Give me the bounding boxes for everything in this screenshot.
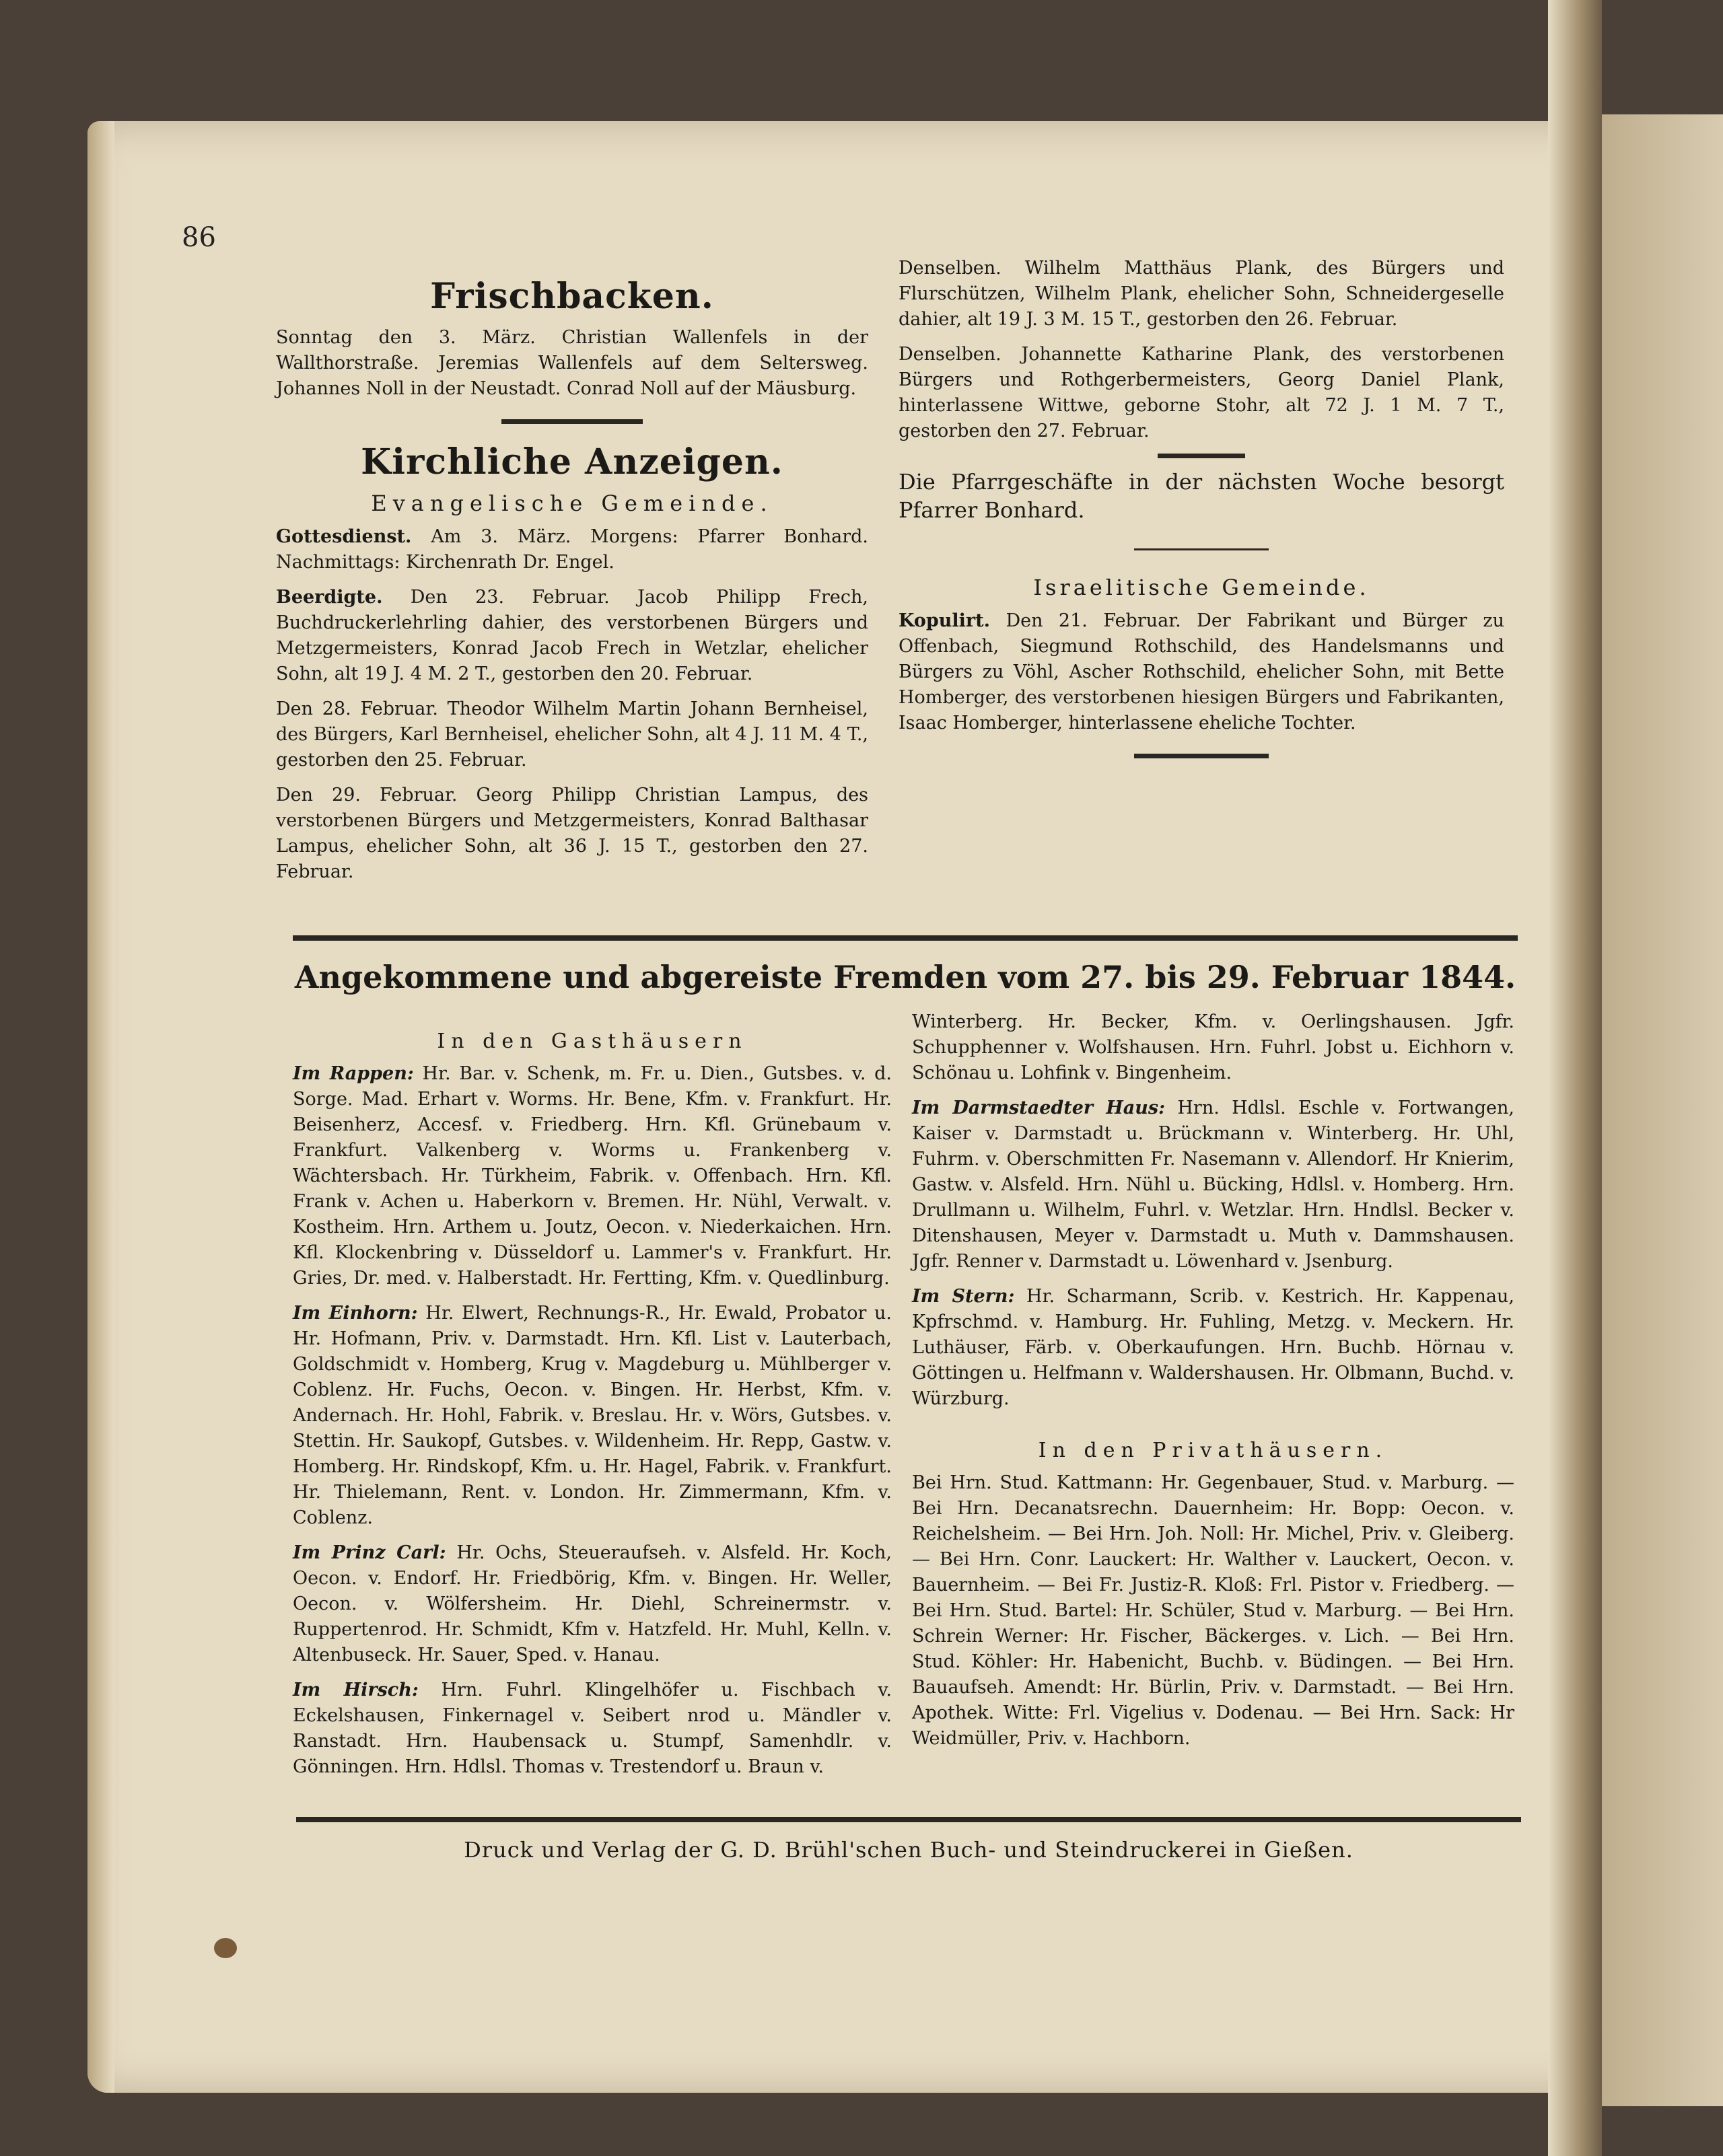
einhorn-paragraph [293, 1301, 892, 1531]
denselben-plank-johannette: Denselben. Johannette Katharine Plank, des verstorbenen Bürgers und Rothgerbermeisters, Georg Daniel Plank, hinterlassene Wittwe, geborne Stohr, alt 72 J. 1 M. 7 T., gestorben den 27. Februar. [899, 344, 1504, 441]
hirsch-text: Hrn. Fuhrl. Klingelhöfer u. Fischbach v. Eckelshausen, Finkernagel v. Seibert nrod u. Mändler v. Ranstadt. Hrn. Haubensack u. Stumpf, Samenhdlr. v. Gönningen. Hrn. Hdlsl. Thomas v. Trestendorf u. Braun v. [293, 1680, 892, 1777]
kopulirt-text: Den 21. Februar. Der Fabrikant und Bürger zu Offenbach, Siegmund Rothschild, des Handelsmanns und Bürgers zu Vöhl, Ascher Rothschild, ehelicher Sohn, mit Bette Homberger, des verstorbenen hiesigen Bürgers und Fabrikanten, Isaac Homberger, hinterlassene eheliche Tochter. [899, 610, 1504, 733]
privat-text: Bei Hrn. Stud. Kattmann: Hr. Gegenbauer, Stud. v. Marburg. — Bei Hrn. Decanatsrechn. Dauernheim: Hr. Bopp: Oecon. v. Reichelsheim. — Bei Hrn. Joh. Noll: Hr. Michel, Priv. v. Gleiberg. — Bei Hrn. Conr. Lauckert: Hr. Walther v. Lauckert, Oecon. v. Bauernheim. — Bei Fr. Justiz-R. Kloß: Frl. Pistor v. Friedberg. — Bei Hrn. Stud. Bartel: Hr. Schüler, Stud v. Marburg. — Bei Hrn. Schrein Werner: Hr. Fischer, Bäckerges. v. Lich. — Bei Hrn. Stud. Köhler: Hr. Habenicht, Buchb. v. Büdingen. — Bei Hrn. Bauaufseh. Amendt: Hr. Bürlin, Priv. v. Darmstadt. — Bei Hrn. Apothek. Witte: Frl. Vigelius v. Dodenau. — Bei Hrn. Sack: Hr Weidmüller, Priv. v. Hachborn. [912, 1472, 1514, 1749]
rappen-paragraph [293, 1061, 892, 1291]
israelitische-heading: Israelitische Gemeinde. [1033, 575, 1370, 600]
rappen-text: Hr. Bar. v. Schenk, m. Fr. u. Dien., Gutsbes. v. d. Sorge. Mad. Erhart v. Worms. Hr. Bene, Kfm. v. Frankfurt. Hr. Beisenherz, Accesf. v. Friedberg. Hrn. Kfl. Grünebaum v. Frankfurt. Valkenberg v. Worms u. Frankenberg v. Wächtersbach. Hr. Türkheim, Fabrik. v. Offenbach. Hrn. Kfl. Frank v. Achen u. Haberkorn v. Bremen. Hr. Nühl, Verwalt. v. Kostheim. Hrn. Arthem u. Joutz, Oecon. v. Niederkaichen. Hrn. Kfl. Klockenbring v. Düsseldorf u. Lammer's v. Frankfurt. Hr. Gries, Dr. med. v. Halberstadt. Hr. Fertting, Kfm. v. Quedlinburg. [293, 1063, 892, 1289]
darmstaedter-text: Hrn. Hdlsl. Eschle v. Fortwangen, Kaiser v. Darmstadt u. Brückmann v. Winterberg. Hr. Uhl, Fuhrm. v. Oberschmitten Fr. Nasemann v. Allendorf. Hr Knierim, Gastw. v. Alsfeld. Hrn. Nühl u. Bücking, Hdlsl. v. Homberg. Hrn. Drullmann u. Wilhelm, Fuhrl. v. Wetzlar. Hrn. Hndlsl. Becker v. Ditenshausen, Meyer v. Darmstadt u. Muth v. Dammshausen. Jgfr. Renner v. Darmstadt u. Löwenhard v. Jsenburg. [912, 1098, 1514, 1272]
gottesdienst-label: Gottesdienst. [276, 526, 412, 547]
gottesdienst-text: Am 3. März. Morgens: Pfarrer Bonhard. Nachmittags: Kirchenrath Dr. Engel. [276, 526, 868, 573]
pfarr-notice: Die Pfarrgeschäfte in der nächsten Woche besorgt Pfarrer Bonhard. [899, 469, 1504, 523]
gasthaeuser-heading: In den Gasthäusern [437, 1030, 748, 1053]
left-column-bottom [293, 1023, 892, 1789]
beerdigte-text: Den 23. Februar. Jacob Philipp Frech, Buchdruckerlehrling dahier, des verstorbenen Bürgers und Metzgermeisters, Konrad Jacob Frech in Wetzlar, ehelicher Sohn, alt 19 J. 4 M. 2 T., gestorben den 20. Februar. [276, 587, 868, 684]
hirsch-label: Im Hirsch: [293, 1680, 419, 1700]
section-rule [1134, 754, 1269, 758]
prinzcarl-label: Im Prinz Carl: [293, 1542, 446, 1563]
page-number: 86 [182, 222, 216, 253]
section-rule [501, 419, 643, 424]
stern-paragraph [912, 1284, 1514, 1412]
gottesdienst-paragraph [276, 524, 868, 575]
beerdigte-paragraph [276, 585, 868, 687]
kirchliche-heading: Kirchliche Anzeigen. [361, 441, 783, 482]
stain-spot [214, 1938, 237, 1958]
den28-paragraph: Den 28. Februar. Theodor Wilhelm Martin Johann Bernheisel, des Bürgers, Karl Bernheisel, ehelicher Sohn, alt 4 J. 11 M. 4 T., gestorben den 25. Februar. [276, 698, 868, 770]
right-column-top [899, 256, 1504, 776]
hirsch-continuation: Winterberg. Hr. Becker, Kfm. v. Oerlingshausen. Jgfr. Schupphenner v. Wolfshausen. Hrn. Fuhrl. Jobst u. Eichhorn v. Schönau u. Lohfink v. Bingenheim. [912, 1011, 1514, 1083]
hirsch-paragraph [293, 1678, 892, 1780]
section-divider-rule [293, 935, 1518, 941]
frischbacken-text: Sonntag den 3. März. Christian Wallenfels in der Wallthorstraße. Jeremias Wallenfels auf dem Seltersweg. Johannes Noll in der Neustadt. Conrad Noll auf der Mäusburg. [276, 327, 868, 399]
denselben-plank-wilhelm: Denselben. Wilhelm Matthäus Plank, des Bürgers und Flurschützen, Wilhelm Plank, ehelicher Sohn, Schneidergeselle dahier, alt 19 J. 3 M. 15 T., gestorben den 26. Februar. [899, 258, 1504, 330]
page-edge [87, 121, 114, 2093]
adjacent-page-strip [1602, 114, 1723, 2106]
right-column-bottom [912, 1009, 1514, 1761]
stern-label: Im Stern: [912, 1286, 1015, 1307]
left-column-top [276, 269, 868, 894]
prinzcarl-text: Hr. Ochs, Steueraufseh. v. Alsfeld. Hr. Koch, Oecon. v. Endorf. Hr. Friedbörig, Kfm. v. Bingen. Hr. Weller, Oecon. v. Wölfersheim. Hr. Diehl, Schreinermstr. v. Ruppertenrod. Hr. Schmidt, Kfm v. Hatzfeld. Hr. Muhl, Kelln. v. Altenbuseck. Hr. Sauer, Sped. v. Hanau. [293, 1542, 892, 1665]
evangelische-heading: Evangelische Gemeinde. [371, 491, 773, 516]
rappen-label: Im Rappen: [293, 1063, 414, 1084]
footer-rule [296, 1817, 1521, 1822]
darmstaedter-paragraph [912, 1095, 1514, 1274]
prinzcarl-paragraph [293, 1540, 892, 1668]
section-rule-thin [1134, 548, 1269, 550]
beerdigte-label: Beerdigte. [276, 587, 383, 608]
kopulirt-paragraph [899, 608, 1504, 736]
stern-text: Hr. Scharmann, Scrib. v. Kestrich. Hr. Kappenau, Kpfrschmd. v. Hamburg. Hr. Fuhling, Metzg. v. Meckern. Hr. Luthäuser, Färb. v. Oberkaufungen. Hrn. Buchb. Hörnau v. Göttingen u. Helfmann v. Waldershausen. Hr. Olbmann, Buchd. v. Würzburg. [912, 1286, 1514, 1409]
darmstaedter-label: Im Darmstaedter Haus: [912, 1098, 1166, 1118]
einhorn-text: Hr. Elwert, Rechnungs-R., Hr. Ewald, Probator u. Hr. Hofmann, Priv. v. Darmstadt. Hrn. Kfl. List v. Lauterbach, Goldschmidt v. Homberg, Krug v. Magdeburg u. Mühlberger v. Coblenz. Hr. Fuchs, Oecon. v. Bingen. Hr. Herbst, Kfm. v. Andernach. Hr. Hohl, Fabrik. v. Breslau. Hr. v. Wörs, Gutsbes. v. Stettin. Hr. Saukopf, Gutsbes. v. Wildenheim. Hr. Repp, Gastw. v. Homberg. Hr. Rindskopf, Kfm. u. Hr. Hagel, Fabrik. v. Frankfurt. Hr. Thielemann, Rent. v. London. Hr. Zimmermann, Kfm. v. Coblenz. [293, 1303, 892, 1528]
book-gutter [1548, 0, 1602, 2156]
kopulirt-label: Kopulirt. [899, 610, 991, 631]
strangers-title: Angekommene und abgereiste Fremden vom 27. bis 29. Februar 1844. [294, 959, 1516, 995]
section-rule [1158, 454, 1245, 458]
den29-paragraph: Den 29. Februar. Georg Philipp Christian Lampus, des verstorbenen Bürgers und Metzgermeisters, Konrad Balthasar Lampus, ehelicher Sohn, alt 36 J. 15 T., gestorben den 27. Februar. [276, 785, 868, 882]
frischbacken-heading: Frischbacken. [430, 276, 714, 317]
imprint: Druck und Verlag der G. D. Brühl'schen Buch- und Steindruckerei in Gießen. [464, 1837, 1353, 1863]
privat-heading: In den Privathäusern. [1038, 1439, 1388, 1462]
einhorn-label: Im Einhorn: [293, 1303, 418, 1324]
